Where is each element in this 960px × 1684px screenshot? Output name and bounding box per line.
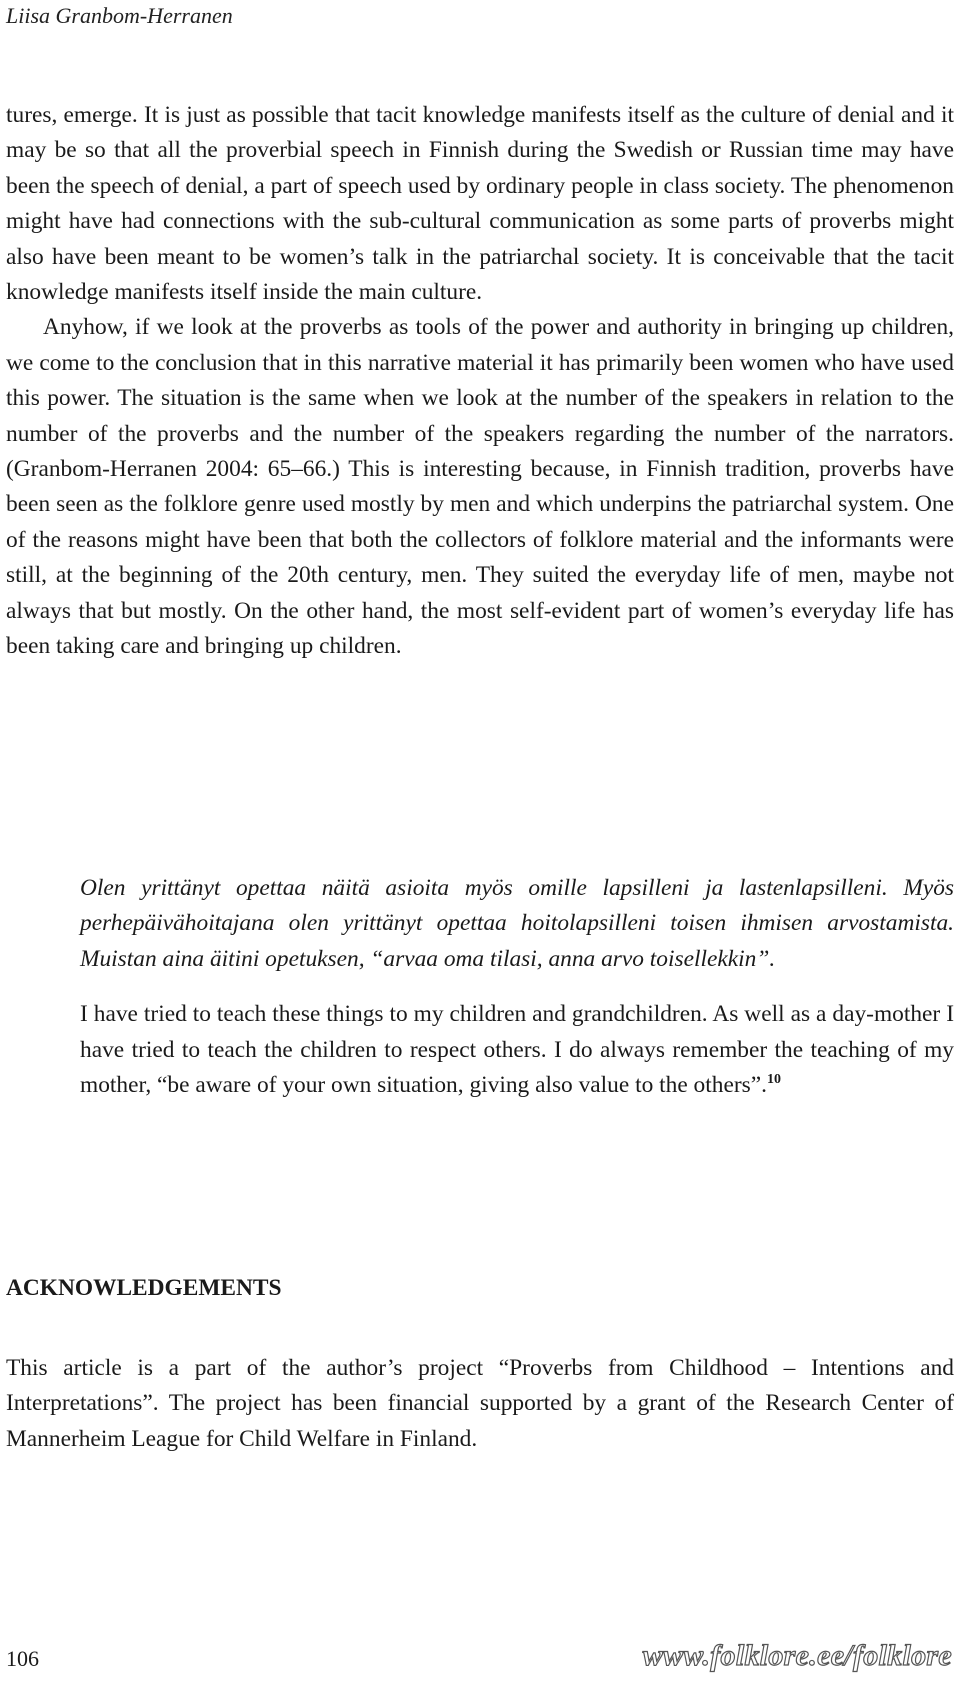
block-quote xyxy=(80,871,954,1103)
quote-english-text: I have tried to teach these things to my children and grandchildren. As well as a day-mother I have tried to teach the children to respect others. I do always remember the teaching of my mother, “be aware of your own situation, giving also value to the others”. xyxy=(80,1001,954,1099)
body-paragraph: tures, emerge. It is just as possible that tacit knowledge manifests itself as the culture of denial and it may be so that all the proverbial speech in Finnish during the Swedish or Russian time may have been the speech of denial, a part of speech used by ordinary people in class society. The phenomenon might have had connections with the sub-cultural communication as some parts of proverbs might also have been meant to be women’s talk in the patriarchal society. It is conceivable that the tacit knowledge manifests itself inside the main culture. xyxy=(6,102,954,306)
page-number: 106 xyxy=(6,1646,39,1671)
body-paragraph: Anyhow, if we look at the proverbs as tools of the power and authority in bringing up children, we come to the conclusion that in this narrative material it has primarily been women who have used this power. The situation is the same when we look at the number of the speakers in relation to the number of the proverbs and the number of the speakers regarding the number of the narrators. (Granbom-Herranen 2004: 65–66.) This is interesting because, in Finnish tradition, proverbs have been seen as the folklore genre used mostly by men and which underpins the patriarchal system. One of the reasons might have been that both the collectors of folklore material and the informants were still, at the beginning of the 20th century, men. They suited the everyday life of men, maybe not always that but mostly. On the other hand, the most self-evident part of women’s everyday life has been taking care and bringing up children. xyxy=(6,314,954,660)
acknowledgements-text: This article is a part of the author’s project “Proverbs from Childhood – Intentions and Interpretations”. The project has been financial supported by a grant of the Research Center of Mannerheim League for Child Welfare in Finland. xyxy=(6,1355,954,1452)
article-body xyxy=(6,98,954,665)
running-head-author: Liisa Granbom-Herranen xyxy=(6,3,233,28)
quote-english xyxy=(80,997,954,1103)
acknowledgements-section xyxy=(6,1351,954,1457)
journal-url[interactable]: www.folklore.ee/folklore xyxy=(642,1639,952,1672)
section-heading: ACKNOWLEDGEMENTS xyxy=(6,1275,282,1301)
quote-finnish: Olen yrittänyt opettaa näitä asioita myös omille lapsilleni ja lastenlapsilleni. Myös perhepäivähoitajana olen yrittänyt opettaa hoitolapsilleni toisen ihmisen arvostamista. Muistan aina äitini opetuksen, “arvaa oma tilasi, anna arvo toisellekkin”. xyxy=(80,875,954,972)
footnote-marker[interactable]: 10 xyxy=(766,1072,781,1088)
